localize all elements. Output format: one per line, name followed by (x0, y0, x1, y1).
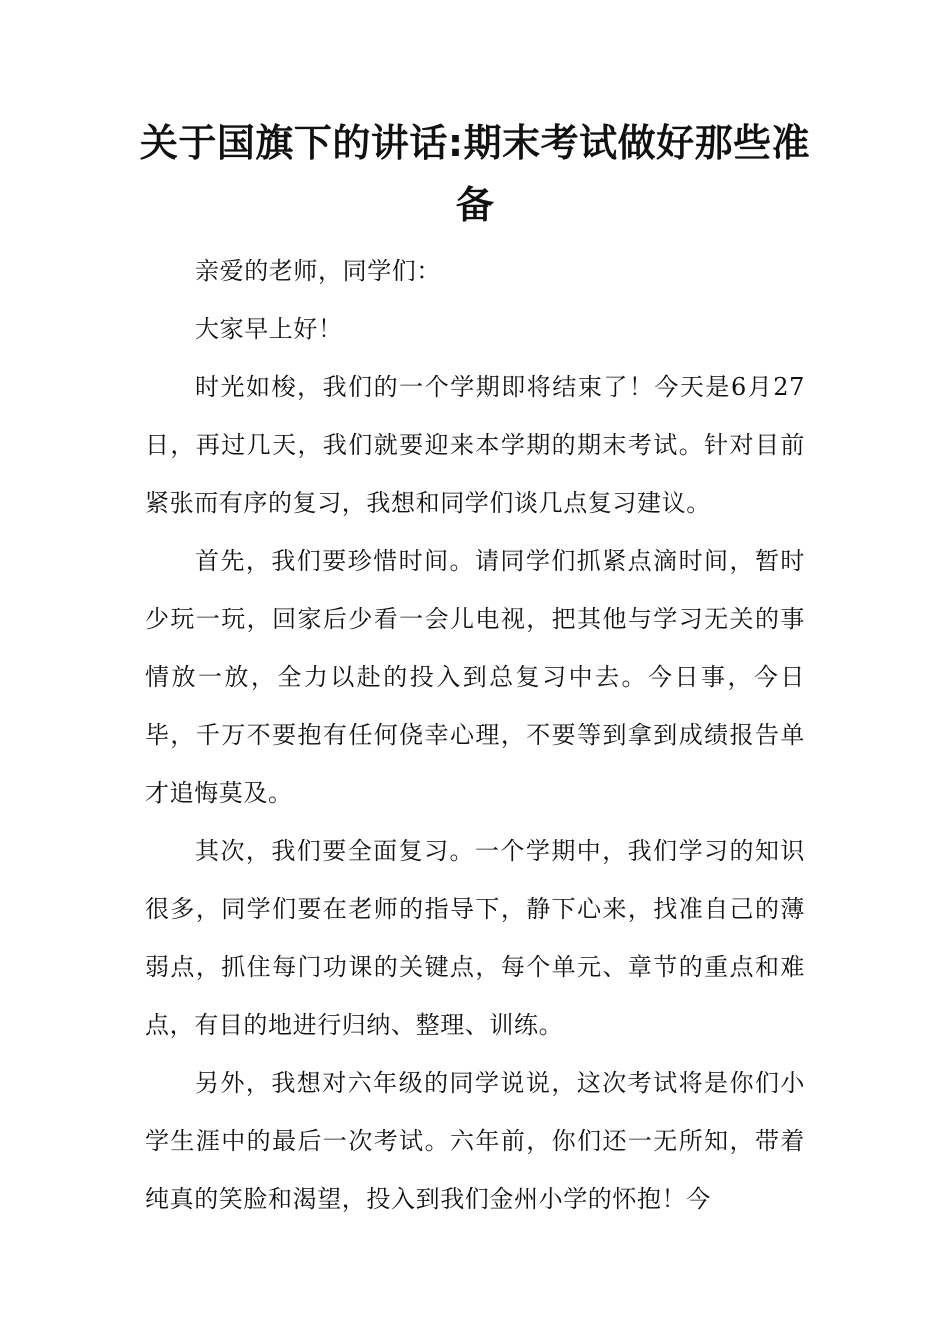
document-title: 关于国旗下的讲话:期末考试做好那些准备 (139, 121, 811, 227)
paragraph-intro: 时光如梭，我们的一个学期即将结束了！今天是6月27日，再过几天，我们就要迎来本学期的期末考试。针对目前紧张而有序的复习，我想和同学们谈几点复习建议。 (145, 373, 805, 517)
paragraph-greeting: 亲爱的老师，同学们： (195, 257, 441, 285)
paragraph-first-point: 首先，我们要珍惜时间。请同学们抓紧点滴时间，暂时少玩一玩，回家后少看一会儿电视，把其他与学习无关的事情放一放，全力以赴的投入到总复习中去。今日事，今日毕，千万不要抱有任何侥幸心理，不要等到拿到成绩报告单才追悔莫及。 (145, 547, 805, 807)
paragraph-second-point: 其次，我们要全面复习。一个学期中，我们学习的知识很多，同学们要在老师的指导下，静下心来，找准自己的薄弱点，抓住每门功课的关键点，每个单元、章节的重点和难点，有目的地进行归纳、整理、训练。 (145, 837, 805, 1039)
paragraph-morning: 大家早上好！ (195, 315, 343, 343)
document-body (145, 242, 805, 1228)
paragraph-grade-six: 另外，我想对六年级的同学说说，这次考试将是你们小学生涯中的最后一次考试。六年前，你们还一无所知，带着纯真的笑脸和渴望，投入到我们金州小学的怀抱！今 (145, 1069, 805, 1213)
